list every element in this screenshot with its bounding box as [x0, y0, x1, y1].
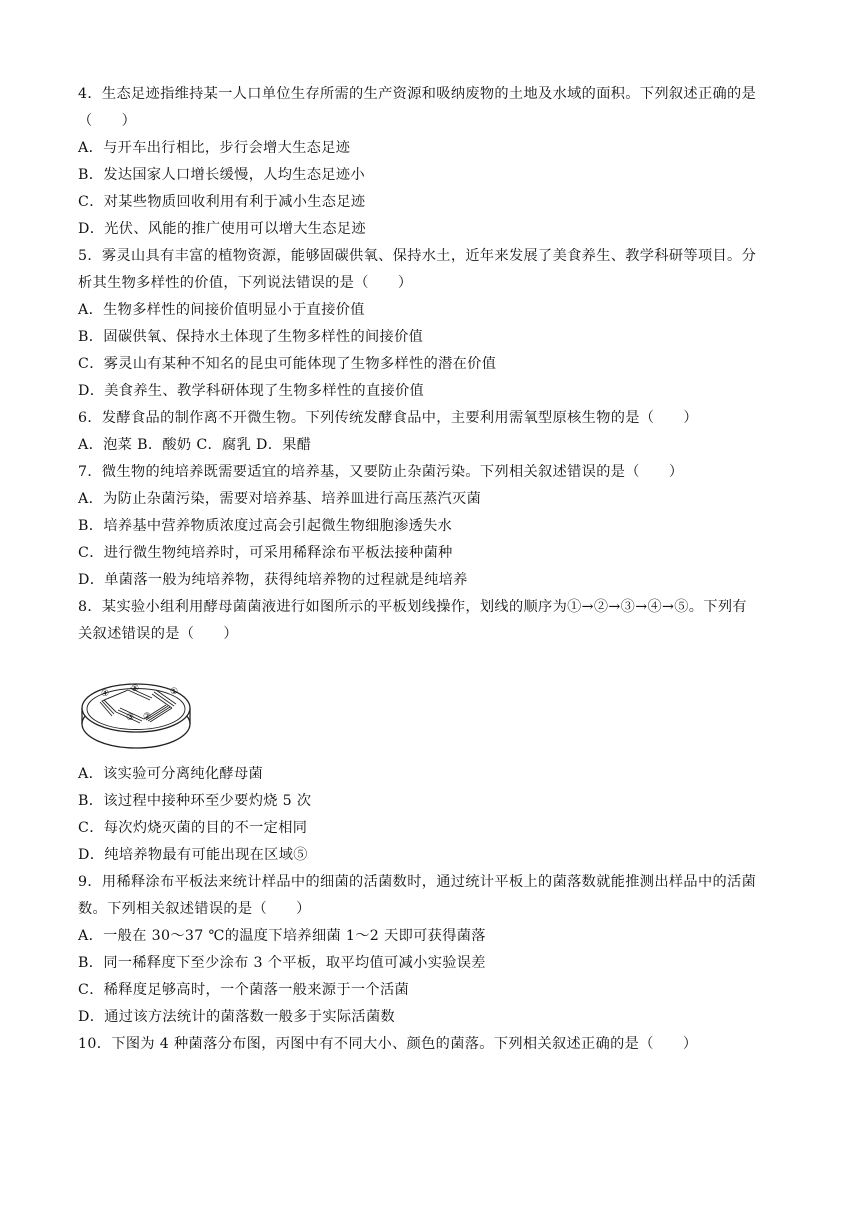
q4-option-b: B．发达国家人口增长缓慢，人均生态足迹小: [78, 167, 365, 183]
q5-option-a: A．生物多样性的间接价值明显小于直接价值: [78, 302, 365, 318]
streak-plate-figure: [80, 678, 193, 752]
q9-option-d: D．通过该方法统计的菌落数一般多于实际活菌数: [78, 1009, 396, 1025]
q5-stem-line2: 析其生物多样性的价值，下列说法错误的是（ ）: [78, 275, 413, 291]
q4-stem-line2: （ ）: [78, 113, 137, 129]
q6-stem: 6．发酵食品的制作离不开微生物。下列传统发酵食品中，主要利用需氧型原核生物的是（ ）: [78, 410, 698, 426]
q7-option-a: A．为防止杂菌污染，需要对培养基、培养皿进行高压蒸汽灭菌: [78, 491, 482, 507]
q8-stem-line1: 8．某实验小组利用酵母菌菌液进行如图所示的平板划线操作，划线的顺序为①→②→③→④→⑤。下列有: [78, 599, 747, 615]
q10-stem: 10．下图为 4 种菌落分布图，丙图中有不同大小、颜色的菌落。下列相关叙述正确的是（ ）: [78, 1036, 698, 1052]
q7-option-b: B．培养基中营养物质浓度过高会引起微生物细胞渗透失水: [78, 518, 453, 534]
q5-option-b: B．固碳供氧、保持水土体现了生物多样性的间接价值: [78, 329, 424, 345]
q4-option-a: A．与开车出行相比，步行会增大生态足迹: [78, 140, 351, 156]
q8-stem-line2: 关叙述错误的是（ ）: [78, 626, 238, 642]
q4-stem-line1: 4．生态足迹指维持某一人口单位生存所需的生产资源和吸纳废物的土地及水域的面积。下列叙述正确的是: [78, 86, 757, 102]
q7-stem: 7．微生物的纯培养既需要适宜的培养基，又要防止杂菌污染。下列相关叙述错误的是（ ）: [78, 464, 684, 480]
q7-option-c: C．进行微生物纯培养时，可采用稀释涂布平板法接种菌种: [78, 545, 453, 561]
figure-label-5: ⑤: [131, 684, 140, 694]
q8-option-d: D．纯培养物最有可能出现在区域⑤: [78, 847, 308, 863]
q9-option-c: C．稀释度足够高时，一个菌落一般来源于一个活菌: [78, 982, 410, 998]
q4-option-d: D．光伏、风能的推广使用可以增大生态足迹: [78, 221, 366, 237]
q9-stem-line2: 数。下列相关叙述错误的是（ ）: [78, 901, 311, 917]
q8-option-a: A．该实验可分离纯化酵母菌: [78, 766, 264, 782]
q6-options: A．泡菜 B．酸奶 C．腐乳 D．果醋: [78, 437, 312, 453]
figure-label-3: ③: [126, 713, 135, 723]
figure-label-4: ④: [101, 689, 110, 699]
q9-stem-line1: 9．用稀释涂布平板法来统计样品中的细菌的活菌数时，通过统计平板上的菌落数就能推测出样品中的活菌: [78, 874, 757, 890]
figure-label-1: ①: [170, 687, 179, 697]
q4-option-c: C．对某些物质回收利用有利于减小生态足迹: [78, 194, 366, 210]
q5-stem-line1: 5．雾灵山具有丰富的植物资源，能够固碳供氧、保持水土，近年来发展了美食养生、教学科研等项目。分: [78, 248, 757, 264]
q8-option-c: C．每次灼烧灭菌的目的不一定相同: [78, 820, 308, 836]
q7-option-d: D．单菌落一般为纯培养物，获得纯培养物的过程就是纯培养: [78, 572, 468, 588]
q5-option-d: D．美食养生、教学科研体现了生物多样性的直接价值: [78, 383, 425, 399]
q9-option-a: A．一般在 30～37 ℃的温度下培养细菌 1～2 天即可获得菌落: [78, 928, 486, 944]
q5-option-c: C．雾灵山有某种不知名的昆虫可能体现了生物多样性的潜在价值: [78, 356, 497, 372]
figure-label-2: ②: [143, 712, 152, 722]
q8-option-b: B．该过程中接种环至少要灼烧 5 次: [78, 793, 312, 809]
q9-option-b: B．同一稀释度下至少涂布 3 个平板，取平均值可减小实验误差: [78, 955, 486, 971]
